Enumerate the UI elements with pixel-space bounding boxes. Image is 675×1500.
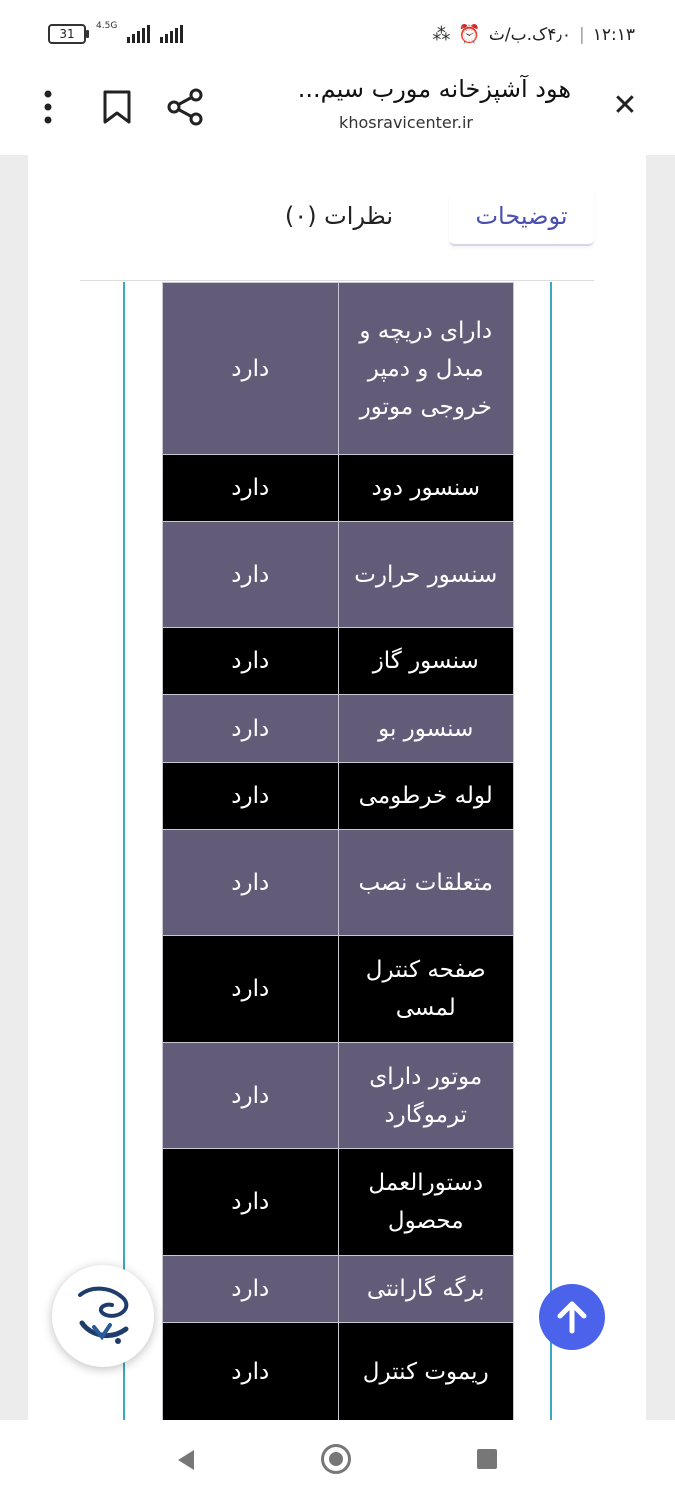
spec-feature: لوله خرطومی <box>338 763 514 830</box>
share-icon[interactable] <box>165 87 205 127</box>
table-row <box>163 628 514 695</box>
spec-feature: موتور دارای ترموگارد <box>338 1043 514 1149</box>
tab-comments[interactable]: نظرات (۰) <box>284 202 394 230</box>
spec-feature: سنسور دود <box>338 455 514 522</box>
title-block <box>251 75 571 132</box>
spec-value: دارد <box>163 936 339 1043</box>
close-icon[interactable]: ✕ <box>612 88 638 123</box>
table-row <box>163 763 514 830</box>
spec-value: دارد <box>163 522 339 628</box>
back-icon[interactable] <box>174 1448 198 1472</box>
spec-feature: سنسور حرارت <box>338 522 514 628</box>
table-row <box>163 522 514 628</box>
tab-description[interactable]: توضیحات <box>449 192 594 246</box>
table-row <box>163 455 514 522</box>
status-right: ۱۲:۱۳ | ۴٫۰ک.ب/ث ⏰ ⁂ <box>432 24 635 45</box>
table-row <box>163 1323 514 1421</box>
spec-value: دارد <box>163 455 339 522</box>
site-logo-badge[interactable] <box>52 1265 154 1367</box>
browser-toolbar <box>0 75 675 155</box>
content-border-left <box>123 282 125 1420</box>
table-row <box>163 1256 514 1323</box>
signal-icon <box>127 25 150 43</box>
recent-apps-icon[interactable] <box>477 1449 497 1469</box>
battery-icon <box>48 24 86 44</box>
alarm-icon: ⏰ <box>458 24 481 45</box>
table-row <box>163 695 514 763</box>
status-bar <box>0 0 675 75</box>
spec-feature: دارای دریچه و مبدل و دمپر خروجی موتور <box>338 283 514 455</box>
status-time: ۱۲:۱۳ <box>592 24 635 45</box>
tabs-bar <box>28 155 646 275</box>
table-row <box>163 830 514 936</box>
system-nav-bar <box>0 1420 675 1500</box>
app-notification-icon: ⁂ <box>432 24 451 45</box>
status-speed: ۴٫۰ک.ب/ث <box>488 24 571 45</box>
table-row <box>163 1149 514 1256</box>
page-url: khosravicenter.ir <box>339 113 473 132</box>
bookmark-icon[interactable] <box>100 89 134 125</box>
spec-feature: صفحه کنترل لمسی <box>338 936 514 1043</box>
spec-feature: ریموت کنترل <box>338 1323 514 1421</box>
tabs-divider <box>80 280 594 281</box>
scroll-to-top-button[interactable] <box>539 1284 605 1350</box>
spec-value: دارد <box>163 1043 339 1149</box>
content-border-right <box>550 282 552 1420</box>
spec-value: دارد <box>163 1323 339 1421</box>
spec-feature: سنسور بو <box>338 695 514 763</box>
spec-value: دارد <box>163 695 339 763</box>
table-row <box>163 1043 514 1149</box>
signal-icon-2 <box>160 25 183 43</box>
battery-level: 31 <box>59 27 75 41</box>
home-icon[interactable] <box>321 1444 351 1474</box>
table-row <box>163 936 514 1043</box>
spec-feature: سنسور گاز <box>338 628 514 695</box>
spec-value: دارد <box>163 1149 339 1256</box>
page-title: هود آشپزخانه مورب سیم... <box>297 75 571 103</box>
calligraphy-logo-icon <box>52 1265 154 1367</box>
spec-value: دارد <box>163 1256 339 1323</box>
spec-value: دارد <box>163 628 339 695</box>
spec-value: دارد <box>163 830 339 936</box>
more-vert-icon[interactable] <box>38 89 58 125</box>
spec-feature: متعلقات نصب <box>338 830 514 936</box>
arrow-up-icon <box>539 1284 605 1350</box>
spec-value: دارد <box>163 763 339 830</box>
spec-value: دارد <box>163 283 339 455</box>
table-row <box>163 283 514 455</box>
status-left <box>48 21 183 44</box>
spec-feature: برگه گارانتی <box>338 1256 514 1323</box>
spec-table <box>162 282 514 1421</box>
spec-feature: دستورالعمل محصول <box>338 1149 514 1256</box>
network-type: 4.5G <box>96 21 118 31</box>
